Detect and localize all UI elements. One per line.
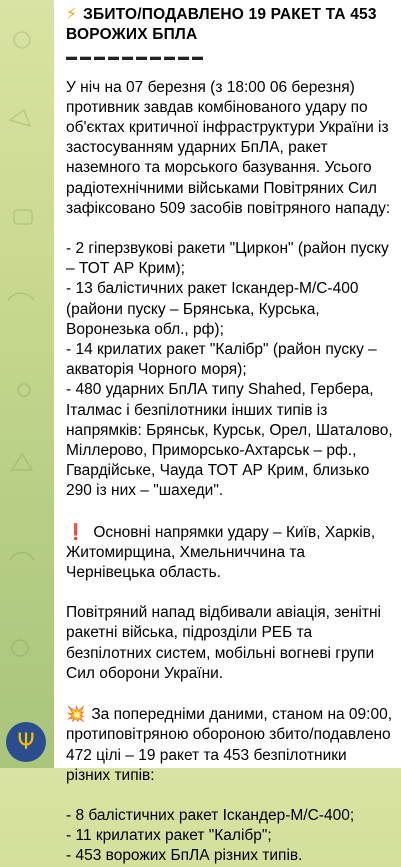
weapons-list-item: - 14 крилатих ракет "Калібр" (район пуску – акваторія Чорного моря); <box>66 341 377 379</box>
trident-icon: Ψ <box>17 729 35 755</box>
message-bubble <box>54 0 401 865</box>
defense-paragraph: Повітряний напад відбивали авіація, зенітні ракетні війська, підрозділи РЕБ та безпілотних систем, мобільні вогневі групи Сил оборони України. <box>66 604 381 682</box>
results-paragraph <box>66 704 393 786</box>
message-title <box>66 4 393 45</box>
exclamation-icon: ❗ <box>66 522 86 541</box>
weapons-list-item: - 2 гіперзвукові ракети "Циркон" (район пуску – ТОТ АР Крим); <box>66 240 389 278</box>
title-text: ЗБИТО/ПОДАВЛЕНО 19 РАКЕТ ТА 453 ВОРОЖИХ БПЛА <box>66 6 377 44</box>
results-text: За попередніми даними, станом на 09:00, протиповітряною обороною збито/подавлено 472 цілі – 19 ракет та 453 безпілотники різних типів: <box>66 706 393 784</box>
downed-list-item: - 453 ворожих БпЛА різних типів. <box>66 847 303 865</box>
separator-line: ▬▬▬▬▬▬▬▬▬▬ <box>66 51 206 64</box>
downed-list-item: - 11 крилатих ракет "Калібр"; <box>66 827 272 845</box>
downed-list-item: - 8 балістичних ракет Іскандер-М/С-400; <box>66 806 355 824</box>
directions-text: Основні напрямки удару – Київ, Харків, Житомирщина, Хмельниччина та Чернівецька область. <box>66 523 376 582</box>
downed-list <box>66 806 393 867</box>
intro-paragraph: У ніч на 07 березня (з 18:00 06 березня) противник завдав комбінованого удару по об'єктах критичної інфраструктури України із застосуванням ударних БпЛА, ракет наземного та морського базування. Усього радіотехнічними військами Повітряних Сил зафіксовано 509 засобів повітряного нападу: <box>66 78 391 217</box>
directions-paragraph <box>66 522 393 584</box>
explosion-icon: 💥 <box>66 705 86 724</box>
channel-avatar[interactable] <box>6 722 46 762</box>
lightning-icon: ⚡ <box>66 5 78 23</box>
weapons-list-item: - 480 ударних БпЛА типу Shahed, Гербера, Італмас і безпілотники інших типів із напрямків: Брянськ, Курськ, Орел, Шаталово, Міллерово, Приморсько-Ахтарськ – рф., Гвардійське, Чауда ТОТ АР Крим, близько 290 із них – "шахеди". <box>66 381 393 500</box>
weapons-list <box>66 239 393 502</box>
weapons-list-item: - 13 балістичних ракет Іскандер-М/С-400 (райони пуску – Брянська, Курська, Воронезька обл., рф); <box>66 280 359 338</box>
